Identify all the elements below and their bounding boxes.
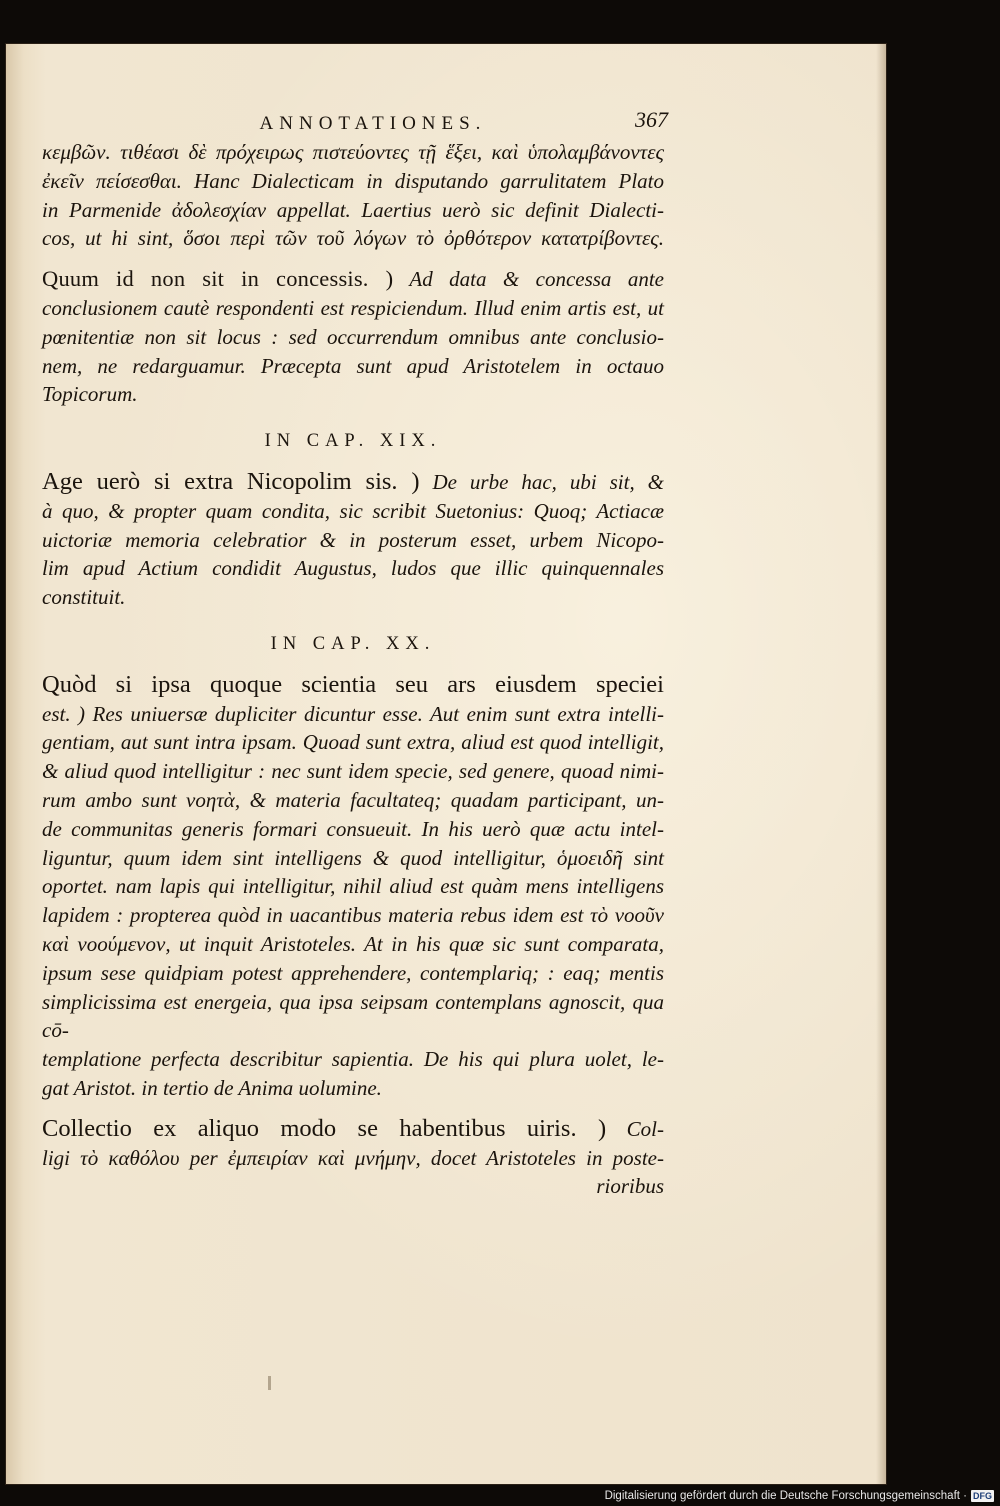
text-line: constituit. <box>42 585 126 610</box>
running-head <box>42 107 668 138</box>
lemma: Quòd si ipsa quoque scientia seu ars eiusdem speciei <box>42 670 664 698</box>
text-line: cos, ut hi sint, ὅσοι περὶ τῶν τοῦ λόγων τὸ ὀρθότερον κατατρίβοντες. <box>42 226 664 251</box>
text-line: in Parmenide ἀδολεσχίαν appellat. Laertius uerò sic definit Dialecti- <box>42 197 664 222</box>
text-line: à quo, & propter quam condita, sic scribit Suetonius: Quoq; Actiacæ <box>42 498 664 523</box>
text-line: καὶ νοούμενον, ut inquit Aristoteles. At in his quæ sic sunt comparata, <box>42 931 664 956</box>
ink-mark <box>268 1376 271 1390</box>
text-line: ἐκεῖν πείσεσθαι. Hanc Dialecticam in disputando garrulitatem Plato <box>42 168 664 193</box>
paragraph-5 <box>42 1115 664 1201</box>
text-line: Topicorum. <box>42 382 138 407</box>
text-line: rum ambo sunt νοητὰ, & materia facultateq; quadam participant, un- <box>42 787 664 812</box>
text-line <box>42 468 664 497</box>
text-line <box>42 1115 664 1144</box>
lemma: Quum id non sit in concessis. ) <box>42 266 394 292</box>
page-number: 367 <box>635 107 668 132</box>
lemma: Age uerò si extra Nicopolim sis. ) <box>42 467 420 495</box>
page-text-block <box>42 107 668 1201</box>
text-line <box>42 265 664 294</box>
credit-text: Digitalisierung gefördert durch die Deutsche Forschungsgemeinschaft · <box>604 1490 967 1502</box>
paragraph-2 <box>42 265 664 409</box>
text-line: gentiam, aut sunt intra ipsam. Quoad sunt extra, aliud est quod intelligit, <box>42 730 664 755</box>
digitization-credit <box>605 1490 994 1502</box>
paragraph-1 <box>42 138 664 253</box>
book-page <box>6 44 886 1484</box>
dfg-logo-icon: DFG <box>973 1491 992 1501</box>
text-line: lapidem : propterea quòd in uacantibus materia rebus idem est τὸ νοοῦν <box>42 903 664 928</box>
text-line: simplicissima est energeia, qua ipsa seipsam contemplans agnoscit, qua cō- <box>42 989 664 1043</box>
chapter-heading: IN CAP. XIX. <box>264 431 442 452</box>
catchword: rioribus <box>596 1174 664 1199</box>
text-line: pœnitentiæ non sit locus : sed occurrendum omnibus ante conclusio- <box>42 324 664 349</box>
text-line: ipsum sese quidpiam potest apprehendere, contemplariq; : eaq; mentis <box>42 960 664 985</box>
paragraph-4 <box>42 671 664 1103</box>
chapter-heading: IN CAP. XX. <box>270 633 436 654</box>
text-line: κεμβῶν. τιθέασι δὲ πρόχειρως πιστεύοντες τῇ ἕξει, καὶ ὑπολαμβάνοντες <box>42 140 664 164</box>
lemma: Collectio ex aliquo modo se habentibus uiris. ) <box>42 1114 607 1142</box>
text-line: conclusionem cautè respondenti est respiciendum. Illud enim artis est, ut <box>42 295 664 320</box>
text-line: est. ) Res uniuersæ dupliciter dicuntur esse. Aut enim sunt extra intelli- <box>42 701 664 726</box>
page-edge-shadow <box>876 44 886 1484</box>
text-fragment: De urbe hac, ubi sit, & <box>432 469 665 494</box>
text-fragment: Col- <box>626 1116 665 1141</box>
text-line: oportet. nam lapis qui intelligitur, nihil aliud est quàm mens intelligens <box>42 874 664 899</box>
text-line: nem, ne redarguamur. Præcepta sunt apud Aristotelem in octauo <box>42 353 664 378</box>
text-line: & aliud quod intelligitur : nec sunt idem specie, sed genere, quoad nimi- <box>42 759 664 784</box>
text-line: de communitas generis formari consueuit. In his uerò quæ actu intel- <box>42 816 664 841</box>
text-line: gat Aristot. in tertio de Anima uolumine. <box>42 1075 382 1100</box>
text-line: uictoriæ memoria celebratior & in posterum esset, urbem Nicopo- <box>42 527 664 552</box>
text-line: lim apud Actium condidit Augustus, ludos que illic quinquennales <box>42 556 664 581</box>
text-line: templatione perfecta describitur sapientia. De his qui plura uolet, le- <box>42 1047 664 1072</box>
text-line: liguntur, quum idem sint intelligens & quod intelligitur, ὁμοειδῆ sint <box>42 845 664 870</box>
text-fragment: Ad data & concessa ante <box>409 267 665 292</box>
paragraph-3 <box>42 468 664 612</box>
running-title: ANNOTATIONES. <box>259 113 487 134</box>
text-line: ligi τὸ καθόλου per ἐμπειρίαν καὶ μνήμην, docet Aristoteles in poste- <box>42 1145 664 1170</box>
